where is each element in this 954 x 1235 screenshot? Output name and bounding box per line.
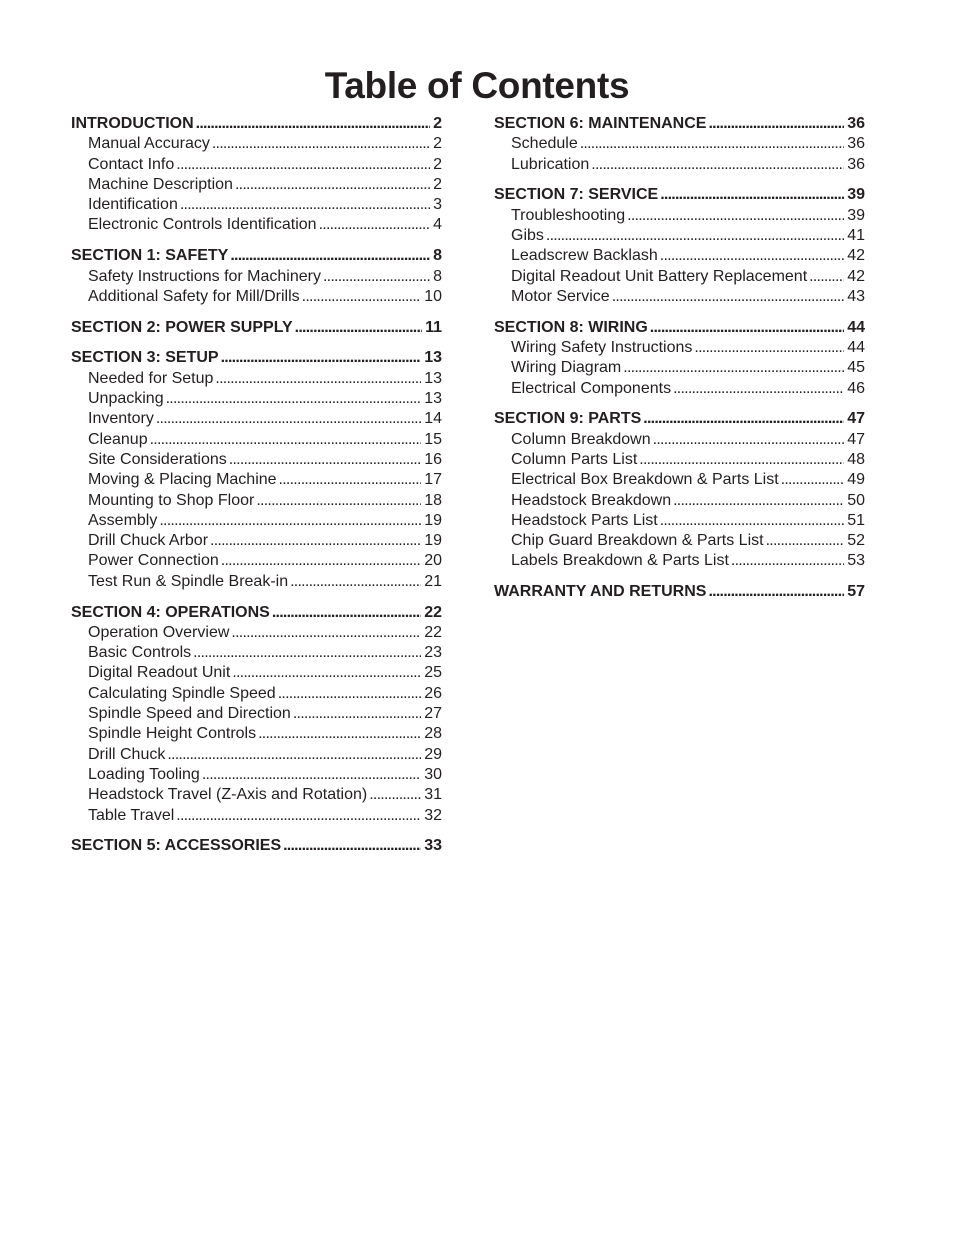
toc-entry-wiring-safety-instructions[interactable] [494, 338, 865, 358]
toc-label: Assembly [88, 511, 158, 529]
dot-leader [660, 185, 844, 205]
toc-entry-wiring-diagram[interactable] [494, 358, 865, 378]
toc-entry-labels-breakdown-parts-list[interactable] [494, 551, 865, 571]
toc-page-number: 36 [847, 135, 865, 153]
dot-leader [591, 155, 844, 175]
toc-label: Inventory [88, 410, 154, 428]
dot-leader [766, 531, 845, 551]
toc-label: Troubleshooting [511, 206, 626, 224]
toc-page-number: 8 [433, 267, 442, 285]
toc-label: Machine Description [88, 175, 233, 193]
toc-entry-unpacking[interactable] [71, 389, 442, 409]
dot-leader [627, 206, 844, 226]
toc-label: Leadscrew Backlash [511, 247, 658, 265]
toc-heading-section-5-accessories[interactable] [71, 836, 442, 856]
toc-entry-headstock-breakdown[interactable] [494, 491, 865, 511]
dot-leader [612, 287, 845, 307]
toc-entry-table-travel[interactable] [71, 806, 442, 826]
dot-leader [176, 806, 421, 826]
toc-label: Electrical Components [511, 379, 672, 397]
toc-heading-section-2-power-supply[interactable] [71, 318, 442, 338]
toc-entry-drill-chuck-arbor[interactable] [71, 531, 442, 551]
toc-heading-section-3-setup[interactable] [71, 348, 442, 368]
toc-label: SECTION 7: SERVICE [494, 186, 659, 204]
dot-leader [643, 409, 844, 429]
toc-section [494, 409, 865, 571]
toc-label: Column Breakdown [511, 430, 651, 448]
toc-entry-loading-tooling[interactable] [71, 765, 442, 785]
toc-entry-digital-readout-unit[interactable] [71, 663, 442, 683]
toc-entry-gibs[interactable] [494, 226, 865, 246]
toc-label: Loading Tooling [88, 765, 200, 783]
toc-page-number: 10 [424, 287, 442, 305]
toc-entry-basic-controls[interactable] [71, 643, 442, 663]
dot-leader [708, 582, 844, 602]
toc-page-number: 51 [847, 511, 865, 529]
toc-page-number: 16 [424, 450, 442, 468]
toc-label: Basic Controls [88, 644, 192, 662]
toc-entry-contact-info[interactable] [71, 155, 442, 175]
toc-label: Cleanup [88, 430, 148, 448]
toc-page-number: 50 [847, 491, 865, 509]
toc-label: Wiring Safety Instructions [511, 338, 693, 356]
toc-label: Additional Safety for Mill/Drills [88, 287, 300, 305]
toc-entry-electrical-box-breakdown-parts-list[interactable] [494, 470, 865, 490]
toc-page-number: 2 [433, 115, 442, 132]
toc-page-number: 43 [847, 287, 865, 305]
toc-label: Lubrication [511, 155, 590, 173]
toc-page-number: 8 [433, 247, 442, 265]
toc-entry-spindle-height-controls[interactable] [71, 724, 442, 744]
dot-leader [167, 745, 421, 765]
toc-page-number: 22 [424, 623, 442, 641]
toc-label: Drill Chuck [88, 745, 166, 763]
toc-page-number: 41 [847, 226, 865, 244]
toc-entry-assembly[interactable] [71, 511, 442, 531]
dot-leader [235, 175, 430, 195]
dot-leader [650, 318, 844, 338]
toc-page-number: 45 [847, 359, 865, 377]
toc-entry-cleanup[interactable] [71, 430, 442, 450]
dot-leader [623, 358, 844, 378]
toc-entry-calculating-spindle-speed[interactable] [71, 684, 442, 704]
toc-page-number: 48 [847, 450, 865, 468]
toc-label: WARRANTY AND RETURNS [494, 583, 707, 601]
toc-entry-column-parts-list[interactable] [494, 450, 865, 470]
toc-page-number: 26 [424, 684, 442, 702]
toc-section [494, 582, 865, 602]
toc-section [494, 114, 865, 175]
toc-label: Drill Chuck Arbor [88, 532, 209, 550]
dot-leader [278, 684, 422, 704]
toc-entry-moving-placing-machine[interactable] [71, 470, 442, 490]
toc-page-number: 44 [847, 318, 865, 336]
toc-heading-section-9-parts[interactable] [494, 409, 865, 429]
toc-page-number: 36 [847, 115, 865, 132]
dot-leader [290, 572, 421, 592]
toc-label: Digital Readout Unit Battery Replacement [511, 267, 808, 285]
toc-entry-inventory[interactable] [71, 409, 442, 429]
toc-section [494, 318, 865, 399]
toc-column-left [71, 114, 442, 867]
toc-label: SECTION 9: PARTS [494, 410, 642, 428]
toc-label: SECTION 4: OPERATIONS [71, 603, 270, 621]
toc-heading-section-6-maintenance[interactable] [494, 114, 865, 134]
toc-heading-introduction[interactable] [71, 114, 442, 134]
toc-entry-test-run-spindle-break-in[interactable] [71, 572, 442, 592]
toc-label: SECTION 1: SAFETY [71, 247, 229, 265]
toc-page-number: 2 [433, 155, 442, 173]
toc-page-number: 30 [424, 765, 442, 783]
toc-label: Column Parts List [511, 450, 638, 468]
dot-leader [196, 114, 430, 134]
toc-page-number: 22 [424, 603, 442, 621]
dot-leader [694, 338, 844, 358]
toc-page-number: 2 [433, 175, 442, 193]
toc-page-number: 19 [424, 511, 442, 529]
toc-page-number: 52 [847, 532, 865, 550]
dot-leader [231, 623, 421, 643]
toc-page-number: 49 [847, 471, 865, 489]
dot-leader [580, 134, 844, 154]
toc-heading-section-8-wiring[interactable] [494, 318, 865, 338]
toc-column-right [494, 114, 865, 613]
toc-label: Chip Guard Breakdown & Parts List [511, 532, 764, 550]
page-title: Table of Contents [324, 65, 630, 106]
dot-leader [210, 531, 421, 551]
dot-leader [673, 491, 844, 511]
toc-page-number: 13 [424, 369, 442, 387]
toc-label: Manual Accuracy [88, 135, 210, 153]
dot-leader [232, 663, 421, 683]
toc-entry-drill-chuck[interactable] [71, 745, 442, 765]
toc-page-number: 17 [424, 471, 442, 489]
dot-leader [221, 551, 421, 571]
dot-leader [781, 470, 845, 490]
toc-page-number: 11 [425, 318, 442, 336]
dot-leader [295, 318, 422, 338]
toc-page-number: 31 [424, 786, 442, 804]
toc-page-number: 20 [424, 552, 442, 570]
toc-page-number: 2 [433, 135, 442, 153]
dot-leader [731, 551, 844, 571]
toc-section [71, 114, 442, 236]
toc-entry-spindle-speed-and-direction[interactable] [71, 704, 442, 724]
toc-label: SECTION 6: MAINTENANCE [494, 115, 707, 132]
toc-entry-digital-readout-unit-battery-replacement[interactable] [494, 267, 865, 287]
toc-page-number: 42 [847, 267, 865, 285]
dot-leader [159, 511, 421, 531]
toc-entry-electrical-components[interactable] [494, 379, 865, 399]
toc-label: INTRODUCTION [71, 115, 194, 132]
dot-leader [546, 226, 844, 246]
toc-page-number: 29 [424, 745, 442, 763]
dot-leader [156, 409, 421, 429]
toc-section [494, 185, 865, 307]
toc-page-number: 44 [847, 338, 865, 356]
toc-entry-safety-instructions-for-machinery[interactable] [71, 267, 442, 287]
toc-label: Electronic Controls Identification [88, 216, 317, 234]
dot-leader [166, 389, 422, 409]
toc-entry-operation-overview[interactable] [71, 623, 442, 643]
toc-section [71, 318, 442, 338]
toc-label: Headstock Travel (Z-Axis and Rotation) [88, 786, 368, 804]
toc-label: Wiring Diagram [511, 359, 622, 377]
toc-page-number: 13 [424, 390, 442, 408]
toc-label: Contact Info [88, 155, 175, 173]
toc-page-number: 47 [847, 430, 865, 448]
dot-leader [319, 215, 431, 235]
toc-entry-additional-safety-for-mill-drills[interactable] [71, 287, 442, 307]
toc-entry-chip-guard-breakdown-parts-list[interactable] [494, 531, 865, 551]
dot-leader [229, 450, 421, 470]
dot-leader [660, 246, 844, 266]
dot-leader [660, 511, 844, 531]
toc-entry-identification[interactable] [71, 195, 442, 215]
dot-leader [369, 785, 421, 805]
toc-entry-needed-for-setup[interactable] [71, 369, 442, 389]
toc-label: Power Connection [88, 552, 219, 570]
dot-leader [708, 114, 844, 134]
toc-page-number: 15 [424, 430, 442, 448]
toc-page-number: 14 [424, 410, 442, 428]
dot-leader [279, 470, 422, 490]
toc-heading-section-7-service[interactable] [494, 185, 865, 205]
toc-label: Calculating Spindle Speed [88, 684, 276, 702]
toc-heading-section-1-safety[interactable] [71, 246, 442, 266]
toc-page-number: 42 [847, 247, 865, 265]
dot-leader [673, 379, 844, 399]
dot-leader [283, 836, 421, 856]
toc-page-number: 36 [847, 155, 865, 173]
dot-leader [180, 195, 430, 215]
dot-leader [230, 246, 430, 266]
dot-leader [258, 724, 421, 744]
dot-leader [323, 267, 430, 287]
toc-label: Identification [88, 196, 178, 214]
toc-entry-troubleshooting[interactable] [494, 206, 865, 226]
dot-leader [653, 430, 845, 450]
dot-leader [202, 765, 421, 785]
toc-entry-electronic-controls-identification[interactable] [71, 215, 442, 235]
toc-label: Gibs [511, 226, 544, 244]
toc-page-number: 33 [424, 837, 442, 855]
toc-label: SECTION 5: ACCESSORIES [71, 837, 282, 855]
toc-label: Labels Breakdown & Parts List [511, 552, 729, 570]
toc-page-number: 4 [433, 216, 442, 234]
toc-page-number: 53 [847, 552, 865, 570]
toc-label: SECTION 8: WIRING [494, 318, 648, 336]
toc-label: Moving & Placing Machine [88, 471, 277, 489]
toc-label: Schedule [511, 135, 578, 153]
toc-page-number: 39 [847, 206, 865, 224]
toc-page-number: 18 [424, 491, 442, 509]
toc-heading-section-4-operations[interactable] [71, 603, 442, 623]
toc-page-number: 25 [424, 664, 442, 682]
dot-leader [293, 704, 421, 724]
toc-label: Unpacking [88, 390, 164, 408]
dot-leader [215, 369, 421, 389]
toc-label: Safety Instructions for Machinery [88, 267, 321, 285]
dot-leader [809, 267, 844, 287]
toc-label: Digital Readout Unit [88, 664, 231, 682]
toc-section [71, 348, 442, 592]
toc-label: SECTION 3: SETUP [71, 349, 219, 367]
toc-label: Test Run & Spindle Break-in [88, 572, 289, 590]
toc-label: SECTION 2: POWER SUPPLY [71, 318, 293, 336]
toc-label: Operation Overview [88, 623, 230, 641]
toc-page-number: 13 [424, 349, 442, 367]
toc-entry-power-connection[interactable] [71, 551, 442, 571]
toc-page-number: 28 [424, 725, 442, 743]
toc-page-number: 21 [424, 572, 442, 590]
toc-page-number: 32 [424, 806, 442, 824]
toc-label: Headstock Parts List [511, 511, 658, 529]
toc-page-number: 27 [424, 705, 442, 723]
toc-page-number: 3 [433, 196, 442, 214]
toc-section [71, 836, 442, 856]
toc-label: Spindle Speed and Direction [88, 705, 291, 723]
toc-entry-column-breakdown[interactable] [494, 430, 865, 450]
toc-entry-motor-service[interactable] [494, 287, 865, 307]
toc-label: Needed for Setup [88, 369, 214, 387]
toc-heading-warranty-and-returns[interactable] [494, 582, 865, 602]
dot-leader [176, 155, 430, 175]
dot-leader [221, 348, 422, 368]
toc-entry-machine-description[interactable] [71, 175, 442, 195]
dot-leader [212, 134, 430, 154]
dot-leader [193, 643, 421, 663]
toc-label: Site Considerations [88, 450, 227, 468]
toc-page-number: 23 [424, 644, 442, 662]
toc-page-number: 39 [847, 186, 865, 204]
toc-entry-schedule[interactable] [494, 134, 865, 154]
toc-section [71, 246, 442, 307]
dot-leader [639, 450, 844, 470]
toc-entry-leadscrew-backlash[interactable] [494, 246, 865, 266]
dot-leader [272, 603, 421, 623]
dot-leader [302, 287, 422, 307]
toc-label: Electrical Box Breakdown & Parts List [511, 471, 779, 489]
dot-leader [150, 430, 422, 450]
toc-entry-headstock-travel-z-axis-and-rotation[interactable] [71, 785, 442, 805]
toc-label: Motor Service [511, 287, 610, 305]
toc-label: Spindle Height Controls [88, 725, 257, 743]
toc-entry-mounting-to-shop-floor[interactable] [71, 491, 442, 511]
toc-label: Headstock Breakdown [511, 491, 672, 509]
toc-entry-site-considerations[interactable] [71, 450, 442, 470]
toc-page-number: 47 [847, 410, 865, 428]
toc-label: Table Travel [88, 806, 175, 824]
toc-page-number: 46 [847, 379, 865, 397]
toc-entry-manual-accuracy[interactable] [71, 134, 442, 154]
toc-label: Mounting to Shop Floor [88, 491, 255, 509]
dot-leader [256, 491, 421, 511]
toc-page-number: 57 [847, 583, 865, 601]
toc-page-number: 19 [424, 532, 442, 550]
toc-entry-headstock-parts-list[interactable] [494, 511, 865, 531]
toc-entry-lubrication[interactable] [494, 155, 865, 175]
toc-section [71, 603, 442, 826]
